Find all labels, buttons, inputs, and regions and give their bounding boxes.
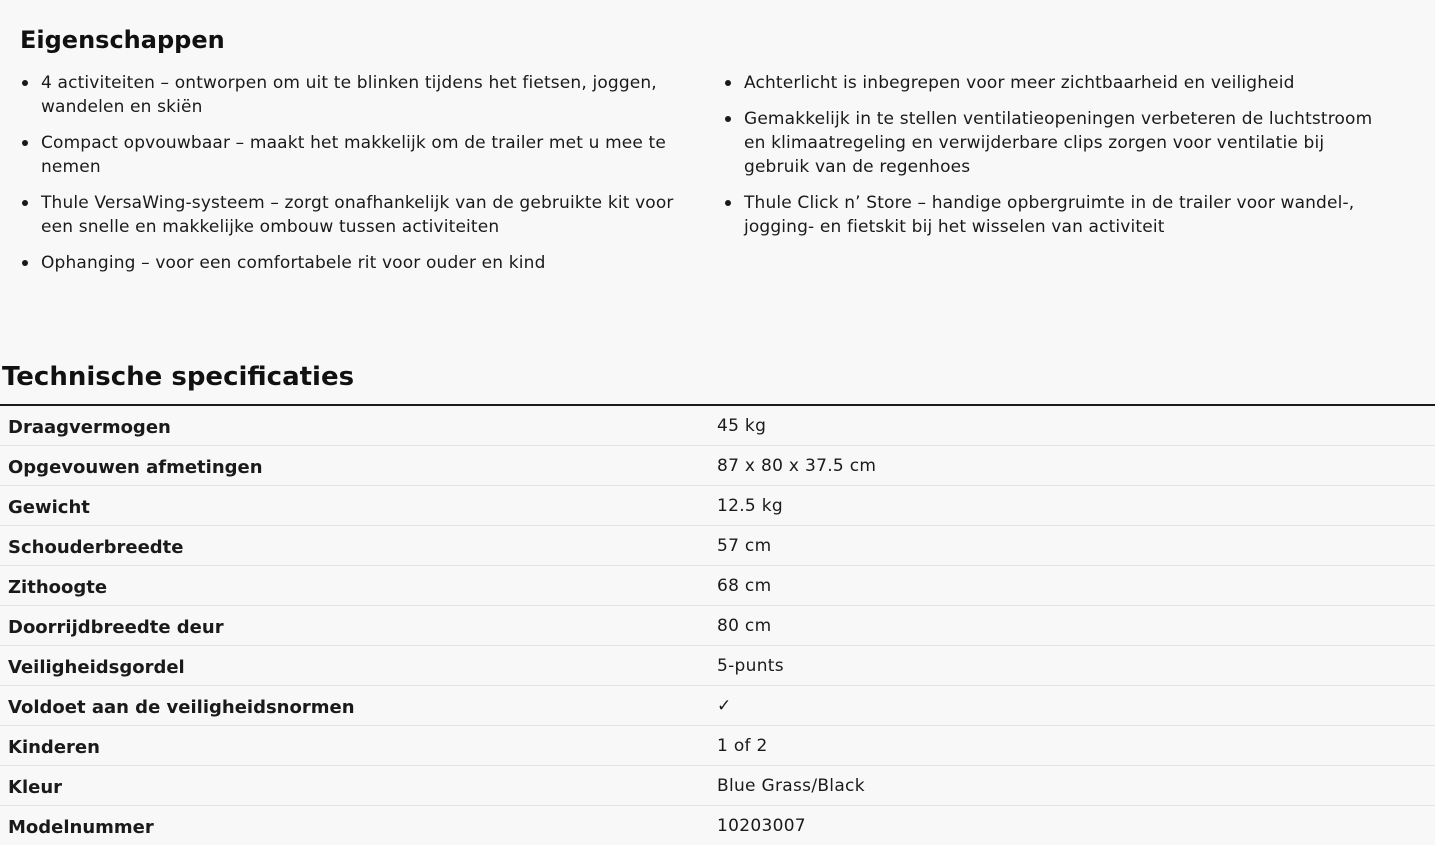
spec-row	[0, 766, 1435, 806]
feature-text: Achterlicht is inbegrepen voor meer zichtbaarheid en veiligheid	[744, 73, 1295, 93]
spec-label: Modelnummer	[8, 817, 154, 838]
spec-row	[0, 486, 1435, 526]
feature-text: Gemakkelijk in te stellen ventilatieopeningen verbeteren de luchtstroom en klimaatregeling en verwijderbare clips zorgen voor ventilatie bij gebruik van de regenhoes	[744, 109, 1373, 177]
feature-item	[20, 71, 690, 119]
feature-text: Thule Click n’ Store – handige opbergruimte in de trailer voor wandel-, jogging- en fietskit bij het wisselen van activiteit	[744, 193, 1355, 237]
feature-item	[20, 251, 690, 275]
features-section	[20, 20, 1415, 287]
spec-row	[0, 646, 1435, 686]
spec-value: Blue Grass/Black	[717, 775, 865, 796]
spec-value: 12.5 kg	[717, 495, 783, 516]
spec-row	[0, 686, 1435, 726]
spec-label: Doorrijdbreedte deur	[8, 617, 224, 638]
spec-label: Draagvermogen	[8, 417, 171, 438]
bullet-icon	[22, 260, 28, 266]
check-icon: ✓	[717, 695, 732, 716]
spec-label: Kinderen	[8, 737, 100, 758]
spec-value: 45 kg	[717, 415, 767, 436]
features-list-right	[723, 71, 1383, 287]
bullet-icon	[22, 140, 28, 146]
spec-value: 1 of 2	[717, 735, 768, 756]
specs-heading: Technische specificaties	[2, 362, 355, 392]
features-heading: Eigenschappen	[20, 26, 225, 54]
spec-value: 68 cm	[717, 575, 772, 596]
spec-row	[0, 446, 1435, 486]
spec-label: Gewicht	[8, 497, 90, 518]
specs-section	[0, 357, 1435, 845]
bullet-icon	[725, 116, 731, 122]
spec-row	[0, 726, 1435, 766]
features-list-left	[20, 71, 690, 287]
bullet-icon	[725, 80, 731, 86]
spec-label: Kleur	[8, 777, 63, 798]
feature-item	[723, 71, 1383, 95]
spec-label: Voldoet aan de veiligheidsnormen	[8, 697, 355, 718]
spec-label: Veiligheidsgordel	[8, 657, 185, 678]
feature-text: Thule VersaWing-systeem – zorgt onafhankelijk van de gebruikte kit voor een snelle en makkelijke ombouw tussen activiteiten	[41, 193, 674, 237]
spec-value: 80 cm	[717, 615, 772, 636]
bullet-icon	[725, 200, 731, 206]
bullet-icon	[22, 80, 28, 86]
spec-row	[0, 566, 1435, 606]
spec-row	[0, 806, 1435, 845]
feature-item	[20, 191, 690, 239]
spec-value: 10203007	[717, 815, 806, 836]
spec-label: Opgevouwen afmetingen	[8, 457, 263, 478]
spec-row	[0, 406, 1435, 446]
spec-label: Schouderbreedte	[8, 537, 184, 558]
spec-value: 5-punts	[717, 655, 784, 676]
spec-row	[0, 606, 1435, 646]
features-columns	[20, 71, 1415, 287]
feature-text: 4 activiteiten – ontworpen om uit te blinken tijdens het fietsen, joggen, wandelen en skiën	[41, 73, 657, 117]
spec-value: 87 x 80 x 37.5 cm	[717, 455, 877, 476]
feature-item	[723, 107, 1383, 179]
feature-text: Compact opvouwbaar – maakt het makkelijk om de trailer met u mee te nemen	[41, 133, 666, 177]
feature-text: Ophanging – voor een comfortabele rit voor ouder en kind	[41, 253, 546, 273]
spec-row	[0, 526, 1435, 566]
feature-item	[723, 191, 1383, 239]
feature-item	[20, 131, 690, 179]
bullet-icon	[22, 200, 28, 206]
spec-label: Zithoogte	[8, 577, 108, 598]
specs-table	[0, 404, 1435, 845]
spec-value: 57 cm	[717, 535, 772, 556]
